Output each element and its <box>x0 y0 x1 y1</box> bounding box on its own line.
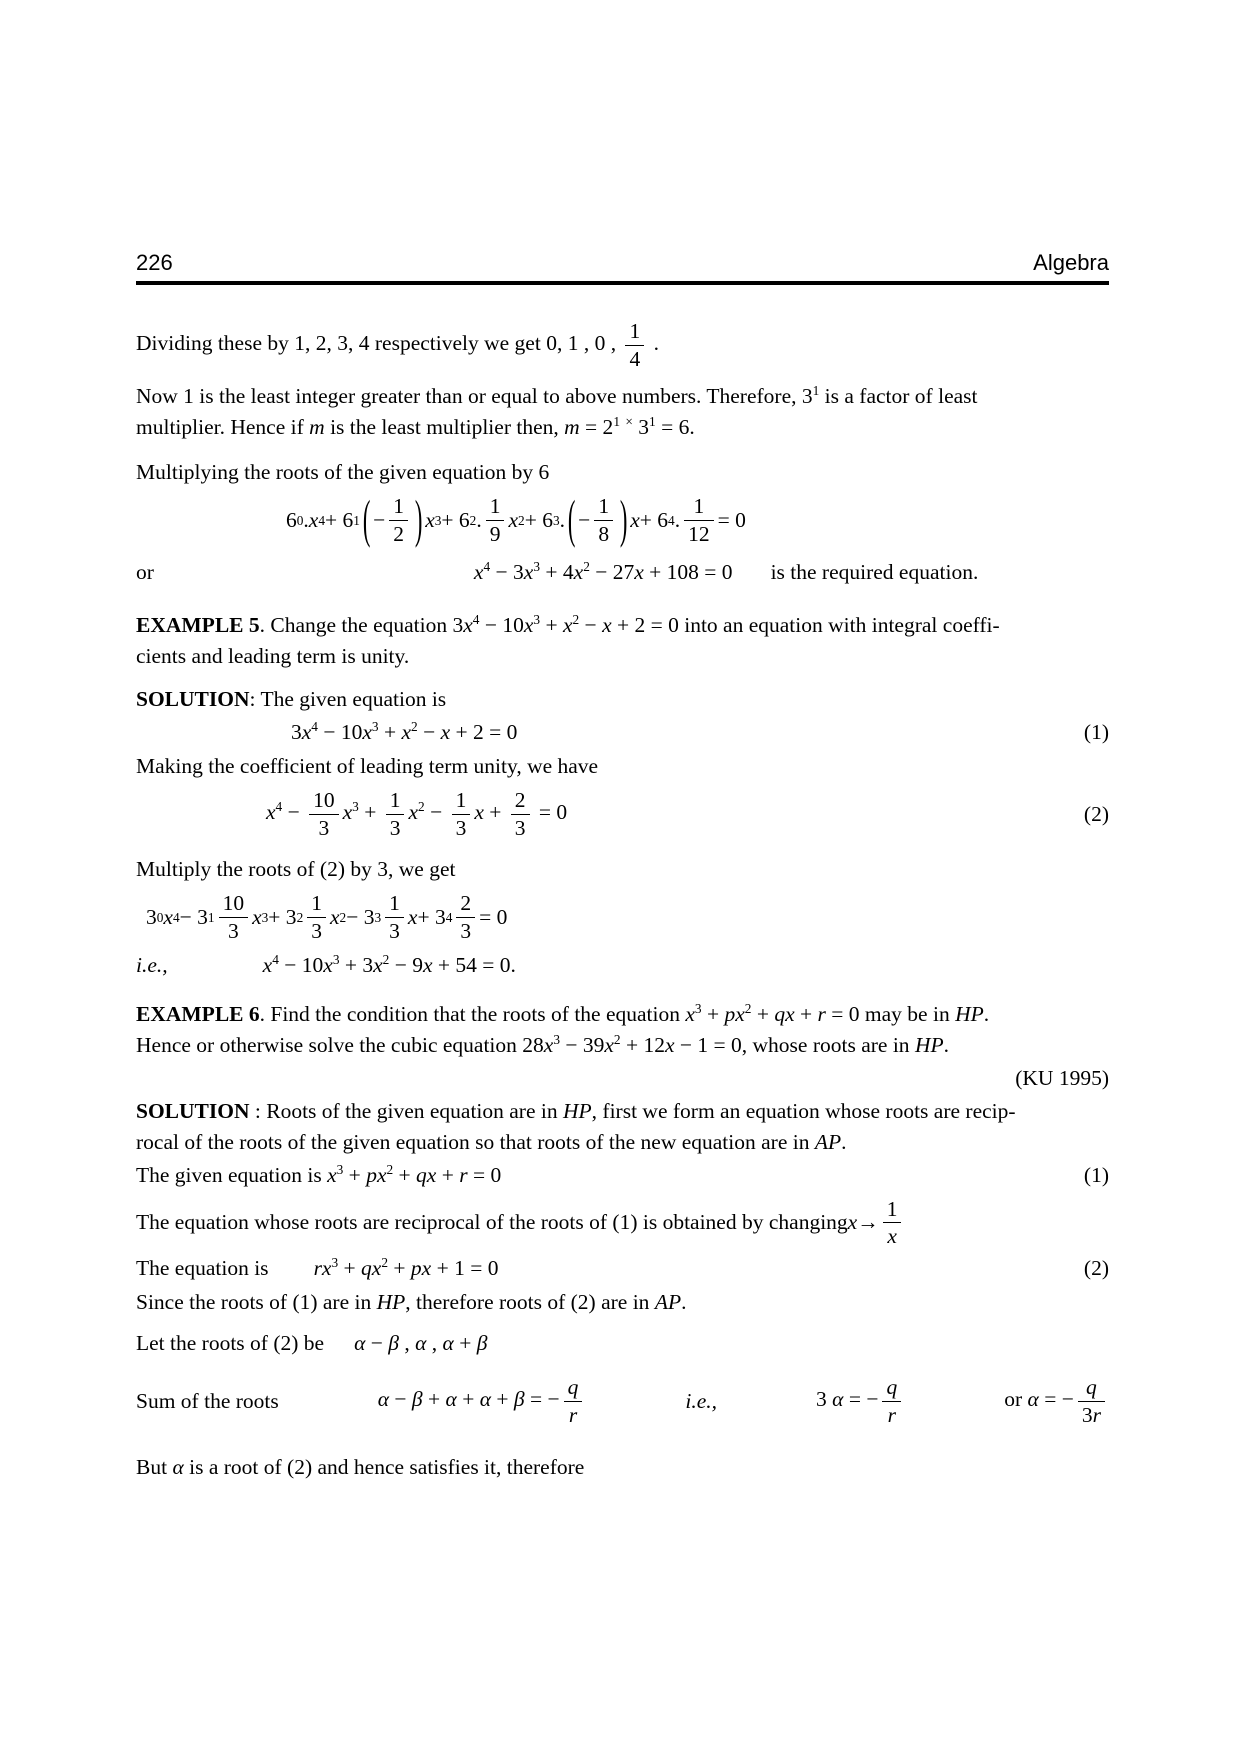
equation-roots-times-3: 3 0 x 4 − 3 1 $\frac{10}{3}$ x 3 + 3 2 $\frac{1}{3}$ x 2 − 3 3 $\frac{1}{3}$ x + 3 4 $\frac{2}{3}$ = 0 <box>146 891 508 944</box>
paragraph-dividing: Dividing these by 1, 2, 3, 4 respectively we get 0, 1 , 0 , $\frac{1}{4}$ . <box>136 319 659 371</box>
given-equation-number: (1) <box>1083 1162 1109 1187</box>
paragraph-least-integer: Now 1 is the least integer greater than or equal to above numbers. Therefore, $3^1$ is a factor of least multiplier. Hence if m is the least multiplier then, $m = 2^1$ × $3^1 = 6$. <box>136 383 978 440</box>
example-5-statement: EXAMPLE 5. Change the equation $3x^4 - 10x^3 + x^2 - x + 2 = 0$ into an equation with integral coeffi- cients and leading term is unity. <box>136 611 1000 668</box>
given-equation-row <box>136 1160 1109 1191</box>
reciprocal-equation-number: (2) <box>1083 1256 1109 1281</box>
reciprocal-equation-row <box>136 1253 1109 1284</box>
required-equation: $x^4 - 3x^3 + 4x^2 - 27x + 108 = 0$ <box>473 558 733 584</box>
resulting-equation: $x^4 - 10x^3 + 3x^2 - 9x + 54 = 0$. <box>262 951 516 977</box>
equation-2: $x^4$ − $\frac{10}{3}$ $x^3$ + $\frac{1}{3}$ $x^2$ − $\frac{1}{3}$ x + $\frac{2}{3}$ = 0 <box>266 787 568 840</box>
paragraph-but-root: But α is a root of (2) and hence satisfies it, therefore <box>136 1454 585 1479</box>
ie-label-2: i.e., <box>685 1388 718 1413</box>
sum-of-roots-equation: α − β + α + α + β = − $\frac{q}{r}$ <box>378 1375 587 1427</box>
equation-1-row <box>136 717 1109 748</box>
solution-5-intro: SOLUTION: The given equation is <box>136 686 447 711</box>
running-title: Algebra <box>1033 250 1109 275</box>
ie-label: i.e., <box>136 952 168 977</box>
page-number: 226 <box>136 250 173 275</box>
sum-of-roots-label: Sum of the roots <box>136 1388 279 1413</box>
equation-2-row <box>136 788 1109 840</box>
sum-of-roots-row <box>136 1375 1109 1427</box>
required-equation-note: is the required equation. <box>770 559 979 584</box>
exam-reference: (KU 1995) <box>1015 1065 1109 1090</box>
header-rule <box>136 281 1109 285</box>
reciprocal-equation: The equation is $rx^3 + qx^2$ + px + 1 = 0 <box>136 1255 499 1281</box>
paragraph-hp-ap: Since the roots of (1) are in HP, therefore roots of (2) are in AP. <box>136 1290 687 1315</box>
given-equation: The given equation is $x^3 + px^2$ + qx + r = 0 <box>136 1161 502 1187</box>
paragraph-making-unity: Making the coefficient of leading term unity, we have <box>136 753 599 778</box>
required-equation-row <box>136 557 1109 588</box>
equation-1-number: (1) <box>1083 719 1109 744</box>
reciprocal-transform-line: The equation whose roots are reciprocal of the roots of (1) is obtained by changing x → $\frac{1}{x}$ <box>136 1197 1109 1249</box>
or-label: or <box>136 559 154 584</box>
alpha-equation: or α = − $\frac{q}{3r}$ <box>1004 1375 1109 1427</box>
solution-6-intro: SOLUTION : Roots of the given equation are in HP, first we form an equation whose roots are recip- rocal of the roots of the given equation so that roots of the new equation are in AP. <box>136 1098 1016 1154</box>
equation-1: $3x^4 - 10x^3 + x^2 - x + 2 = 0$ <box>291 718 518 744</box>
example-6-statement: EXAMPLE 6. Find the condition that the roots of the equation $x^3 + px^2$ + qx + r = 0 may be in HP. Hence or otherwise solve the cubic equation $28x^3 - 39x^2 + 12x - 1 = 0$, whose roots are in HP. <box>136 1000 990 1057</box>
paragraph-multiplying-by-6: Multiplying the roots of the given equation by 6 <box>136 460 550 485</box>
equation-2-number: (2) <box>1083 801 1109 826</box>
paragraph-let-roots: Let the roots of (2) be α − β , α , α + β <box>136 1331 488 1356</box>
three-alpha-equation: 3 α = − $\frac{q}{r}$ <box>816 1375 905 1427</box>
resulting-equation-row <box>136 950 1109 981</box>
page-header <box>136 250 1109 276</box>
equation-roots-times-6: 6 0 . x 4 + 6 1 ( − $\frac{1}{2}$ ) x 3 + 6 2 . $\frac{1}{9}$ x 2 + 6 3 . ( − $\frac{1}{8}$ ) x + 6 4 . $\frac{1}{12}$ = 0 <box>286 490 746 549</box>
paragraph-multiply-by-3: Multiply the roots of (2) by 3, we get <box>136 857 456 882</box>
